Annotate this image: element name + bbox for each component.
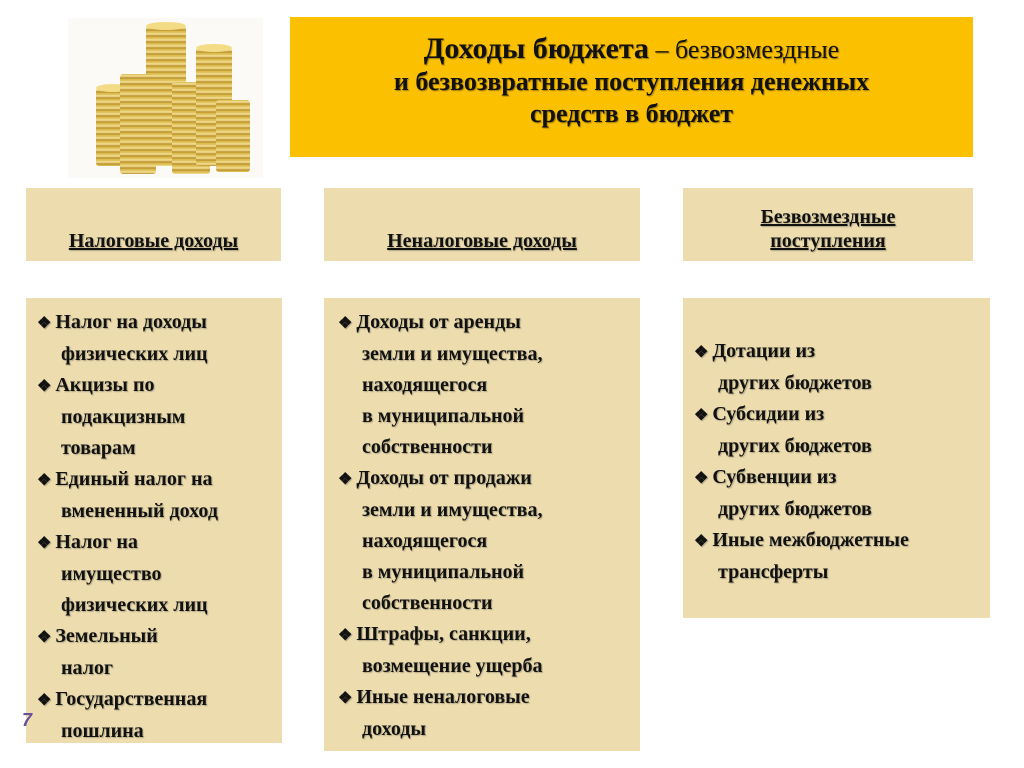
coin-stacks-image: [68, 18, 263, 178]
diamond-bullet-icon: ❖: [338, 471, 357, 488]
list-item: [37, 307, 282, 370]
title-box: [290, 17, 973, 157]
title-line-2: и безвозвратные поступления денежных: [393, 67, 870, 96]
title-line-1: [290, 33, 973, 66]
list-item-text: Субсидии из: [712, 403, 825, 425]
list-item-text: других бюджетов: [718, 435, 872, 457]
list-item-text: Государственная: [55, 688, 208, 710]
list-item-text: земли и имущества,: [362, 343, 543, 365]
list-item-text: земли и имущества,: [362, 499, 543, 521]
header-gratuitous-receipts: Безвозмездные поступления: [683, 188, 973, 261]
title-line-3: средств в бюджет: [529, 99, 734, 128]
diamond-bullet-icon: ❖: [37, 692, 56, 709]
list-item-text: физических лиц: [61, 594, 208, 616]
list-item-text: Доходы от аренды: [356, 311, 521, 333]
tax-revenue-list: [26, 298, 282, 743]
title-lead: Доходы бюджета: [423, 32, 649, 65]
list-item: [338, 619, 640, 682]
diamond-bullet-icon: ❖: [37, 378, 56, 395]
list-item-text: имущество: [61, 563, 162, 585]
list-item: [694, 336, 990, 399]
gratuitous-receipts-list: [683, 298, 990, 618]
header-tax-revenue: Налоговые доходы: [26, 188, 281, 261]
list-item: [37, 464, 282, 527]
list-item: [694, 462, 990, 525]
list-item-text: пошлина: [61, 720, 144, 742]
diamond-bullet-icon: ❖: [338, 627, 357, 644]
list-item-text: трансферты: [718, 561, 829, 583]
list-item-text: в муниципальной: [362, 561, 525, 583]
diamond-bullet-icon: ❖: [37, 315, 56, 332]
list-item-text: товарам: [61, 437, 136, 459]
list-item-text: Налог на доходы: [55, 311, 207, 333]
list-item: [338, 307, 640, 463]
list-item-text: Дотации из: [712, 340, 816, 362]
list-item-text: Штрафы, санкции,: [356, 623, 531, 645]
list-item-text: других бюджетов: [718, 498, 872, 520]
list-item-text: собственности: [362, 592, 493, 614]
list-item: [37, 684, 282, 747]
list-item: [694, 525, 990, 588]
list-item-text: Налог на: [55, 531, 138, 553]
list-item-text: собственности: [362, 436, 493, 458]
list-item-text: физических лиц: [61, 343, 208, 365]
nontax-revenue-list: [324, 298, 640, 751]
diamond-bullet-icon: ❖: [37, 472, 56, 489]
diamond-bullet-icon: ❖: [694, 533, 713, 550]
title-rest: – безвозмездные: [648, 35, 840, 64]
list-item-text: других бюджетов: [718, 372, 872, 394]
list-item-text: Доходы от продажи: [356, 467, 532, 489]
list-item-text: возмещение ущерба: [362, 655, 543, 677]
list-item-text: налог: [61, 657, 114, 679]
list-item-text: подакцизным: [61, 406, 186, 428]
list-item-text: находящегося: [362, 374, 488, 396]
list-item-text: Иные неналоговые: [356, 686, 530, 708]
list-item: [37, 370, 282, 464]
list-item-text: в муниципальной: [362, 405, 525, 427]
page-number: 7: [22, 710, 33, 730]
list-item-text: Земельный: [55, 625, 158, 647]
diamond-bullet-icon: ❖: [694, 344, 713, 361]
diamond-bullet-icon: ❖: [37, 535, 56, 552]
diamond-bullet-icon: ❖: [694, 407, 713, 424]
list-item-text: находящегося: [362, 530, 488, 552]
list-item-text: Акцизы по: [55, 374, 155, 396]
diamond-bullet-icon: ❖: [37, 629, 56, 646]
diamond-bullet-icon: ❖: [338, 315, 357, 332]
list-item: [338, 463, 640, 619]
header-nontax-revenue: Неналоговые доходы: [324, 188, 640, 261]
list-item-text: вмененный доход: [61, 500, 218, 522]
list-item: [694, 399, 990, 462]
list-item: [338, 682, 640, 745]
diamond-bullet-icon: ❖: [338, 690, 357, 707]
list-item: [37, 527, 282, 621]
list-item-text: доходы: [362, 718, 427, 740]
list-item-text: Единый налог на: [55, 468, 213, 490]
list-item: [37, 621, 282, 684]
list-item-text: Субвенции из: [712, 466, 837, 488]
diamond-bullet-icon: ❖: [694, 470, 713, 487]
list-item-text: Иные межбюджетные: [712, 529, 909, 551]
